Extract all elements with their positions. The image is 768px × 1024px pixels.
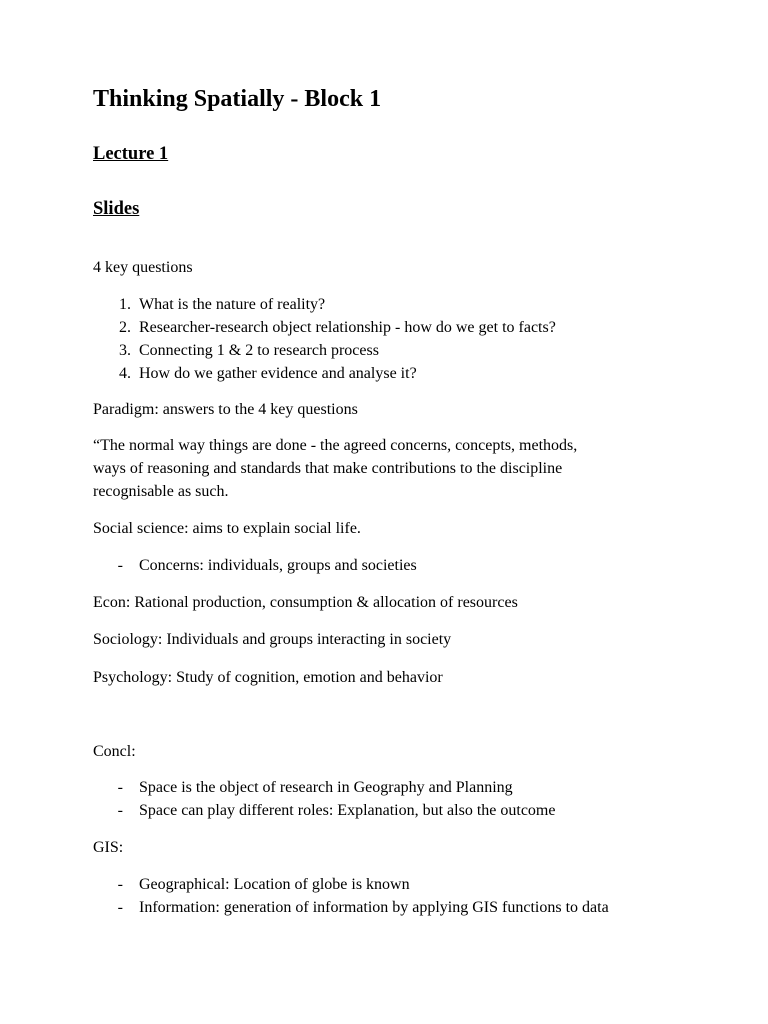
list-item: - Space is the object of research in Geography and Planning bbox=[117, 779, 513, 796]
lecture-heading: Lecture 1 bbox=[93, 144, 169, 164]
key-questions-intro: 4 key questions bbox=[93, 259, 193, 276]
econ-paragraph: Econ: Rational production, consumption & allocation of resources bbox=[93, 594, 518, 611]
gis-label: GIS: bbox=[93, 839, 124, 856]
list-item: 2. Researcher-research object relationship - how do we get to facts? bbox=[119, 319, 556, 336]
list-item: 4. How do we gather evidence and analyse it? bbox=[119, 365, 417, 382]
list-item: - Space can play different roles: Explanation, but also the outcome bbox=[117, 802, 556, 819]
sociology-paragraph: Sociology: Individuals and groups interacting in society bbox=[93, 631, 452, 648]
list-item: 1. What is the nature of reality? bbox=[119, 296, 326, 313]
psychology-paragraph: Psychology: Study of cognition, emotion and behavior bbox=[93, 669, 443, 686]
list-item: 3. Connecting 1 & 2 to research process bbox=[119, 342, 379, 359]
key-questions-list bbox=[93, 293, 556, 385]
social-science-bullets bbox=[93, 554, 417, 577]
concl-bullets bbox=[93, 776, 555, 822]
quote-line: ways of reasoning and standards that make contributions to the discipline bbox=[93, 460, 563, 477]
quote-line: “The normal way things are done - the agreed concerns, concepts, methods, bbox=[93, 437, 578, 454]
quote-line: recognisable as such. bbox=[93, 483, 229, 500]
concl-label: Concl: bbox=[93, 743, 136, 760]
list-item: - Concerns: individuals, groups and societies bbox=[117, 557, 417, 574]
list-item: - Geographical: Location of globe is known bbox=[117, 876, 410, 893]
gis-bullets bbox=[93, 873, 609, 919]
list-item: - Information: generation of information by applying GIS functions to data bbox=[117, 899, 609, 916]
document-title: Thinking Spatially - Block 1 bbox=[93, 86, 382, 112]
quote-paragraph bbox=[93, 434, 577, 503]
slides-heading: Slides bbox=[93, 199, 140, 219]
social-science-paragraph: Social science: aims to explain social life. bbox=[93, 520, 361, 537]
paradigm-paragraph: Paradigm: answers to the 4 key questions bbox=[93, 401, 358, 418]
